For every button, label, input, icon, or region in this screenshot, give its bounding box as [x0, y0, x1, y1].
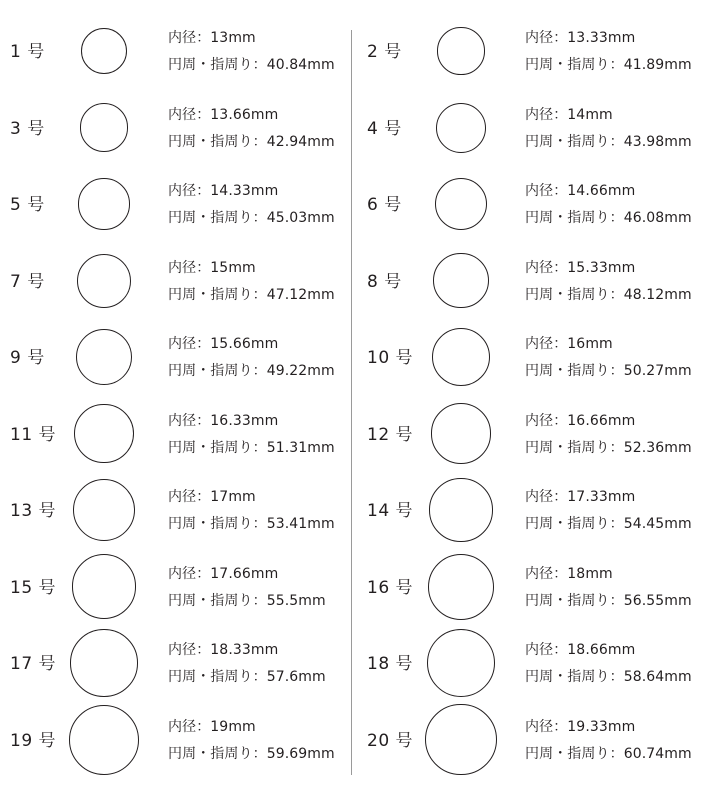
circumference-label: 円周・指周り：52.36mm: [525, 439, 692, 456]
ring-size-number: 12 号: [367, 424, 414, 445]
circumference-label: 円周・指周り：40.84mm: [168, 57, 335, 73]
ring-circle: [437, 27, 484, 74]
inner-diameter-label: 内径：13.33mm: [525, 30, 636, 46]
inner-diameter-label: 内径：13.66mm: [168, 106, 279, 123]
ring-size-number: 15 号: [10, 577, 57, 598]
circumference-label: 円周・指周り：47.12mm: [168, 286, 335, 303]
inner-diameter-label: 内径：14.33mm: [168, 183, 279, 199]
circumference-label: 円周・指周り：46.08mm: [525, 210, 692, 226]
ring-circle: [431, 403, 492, 464]
inner-diameter-label: 内径：14.66mm: [525, 183, 636, 199]
circumference-label: 円周・指周り：42.94mm: [168, 133, 335, 150]
inner-diameter-label: 内径：19.33mm: [525, 718, 636, 735]
inner-diameter-label: 内径：17.33mm: [525, 489, 636, 505]
ring-size-entry: [0, 717, 356, 777]
circumference-label: 円周・指周り：55.5mm: [168, 592, 326, 609]
ring-size-entry: [0, 564, 356, 624]
ring-size-entry: [357, 564, 712, 624]
ring-size-number: 18 号: [367, 654, 414, 674]
circumference-label: 円周・指周り：53.41mm: [168, 516, 335, 532]
ring-circle: [72, 554, 137, 619]
inner-diameter-label: 内径：15.66mm: [168, 336, 279, 352]
inner-diameter-label: 内径：18mm: [525, 565, 613, 582]
ring-size-number: 5 号: [10, 195, 45, 215]
ring-circle: [76, 329, 133, 386]
ring-size-entry: [357, 105, 712, 165]
inner-diameter-label: 内径：14mm: [525, 106, 613, 123]
ring-size-number: 16 号: [367, 577, 414, 598]
ring-circle: [433, 253, 488, 308]
ring-size-number: 3 号: [10, 118, 45, 139]
ring-circle: [432, 328, 490, 386]
ring-size-entry: [357, 640, 712, 700]
ring-circle: [435, 178, 488, 231]
circumference-label: 円周・指周り：54.45mm: [525, 516, 692, 532]
ring-size-number: 14 号: [367, 501, 414, 521]
circumference-label: 円周・指周り：43.98mm: [525, 133, 692, 150]
inner-diameter-label: 内径：16mm: [525, 336, 613, 352]
ring-circle: [77, 254, 131, 308]
circumference-label: 円周・指周り：56.55mm: [525, 592, 692, 609]
ring-size-number: 4 号: [367, 118, 402, 139]
ring-circle: [69, 705, 139, 775]
ring-size-entry: [0, 487, 356, 547]
ring-size-entry: [0, 640, 356, 700]
ring-size-number: 10 号: [367, 348, 414, 368]
ring-size-number: 2 号: [367, 42, 402, 62]
ring-circle: [80, 103, 129, 152]
inner-diameter-label: 内径：18.66mm: [525, 642, 636, 658]
ring-size-entry: [0, 28, 356, 88]
ring-circle: [436, 103, 486, 153]
inner-diameter-label: 内径：17mm: [168, 489, 256, 505]
circumference-label: 円周・指周り：60.74mm: [525, 745, 692, 762]
inner-diameter-label: 内径：19mm: [168, 718, 256, 735]
ring-circle: [81, 28, 127, 74]
ring-size-entry: [0, 258, 356, 318]
ring-size-entry: [357, 334, 712, 394]
ring-circle: [73, 479, 135, 541]
circumference-label: 円周・指周り：48.12mm: [525, 286, 692, 303]
ring-circle: [429, 478, 492, 541]
circumference-label: 円周・指周り：50.27mm: [525, 363, 692, 379]
ring-circle: [70, 629, 137, 696]
inner-diameter-label: 内径：15mm: [168, 259, 256, 276]
ring-circle: [427, 629, 496, 698]
ring-size-entry: [0, 105, 356, 165]
inner-diameter-label: 内径：16.66mm: [525, 412, 636, 429]
inner-diameter-label: 内径：18.33mm: [168, 642, 279, 658]
ring-size-number: 17 号: [10, 654, 57, 674]
ring-circle: [74, 404, 133, 463]
ring-size-number: 7 号: [10, 271, 45, 292]
ring-size-number: 13 号: [10, 501, 57, 521]
ring-size-number: 9 号: [10, 348, 45, 368]
ring-size-number: 20 号: [367, 730, 414, 751]
ring-size-entry: [0, 334, 356, 394]
circumference-label: 円周・指周り：51.31mm: [168, 439, 335, 456]
ring-size-number: 11 号: [10, 424, 57, 445]
ring-size-entry: [357, 717, 712, 777]
ring-size-entry: [0, 181, 356, 241]
circumference-label: 円周・指周り：57.6mm: [168, 669, 326, 685]
circumference-label: 円周・指周り：59.69mm: [168, 745, 335, 762]
ring-circle: [78, 178, 129, 229]
ring-circle: [425, 704, 496, 775]
circumference-label: 円周・指周り：49.22mm: [168, 363, 335, 379]
ring-size-entry: [357, 258, 712, 318]
inner-diameter-label: 内径：16.33mm: [168, 412, 279, 429]
circumference-label: 円周・指周り：41.89mm: [525, 57, 692, 73]
ring-size-number: 19 号: [10, 730, 57, 751]
circumference-label: 円周・指周り：58.64mm: [525, 669, 692, 685]
inner-diameter-label: 内径：13mm: [168, 30, 256, 46]
ring-size-entry: [357, 28, 712, 88]
ring-size-number: 8 号: [367, 271, 402, 292]
inner-diameter-label: 内径：17.66mm: [168, 565, 279, 582]
circumference-label: 円周・指周り：45.03mm: [168, 210, 335, 226]
ring-size-number: 6 号: [367, 195, 402, 215]
ring-size-entry: [357, 487, 712, 547]
ring-size-entry: [357, 411, 712, 471]
ring-size-number: 1 号: [10, 42, 45, 62]
ring-size-entry: [0, 411, 356, 471]
ring-size-entry: [357, 181, 712, 241]
inner-diameter-label: 内径：15.33mm: [525, 259, 636, 276]
ring-circle: [428, 554, 494, 620]
